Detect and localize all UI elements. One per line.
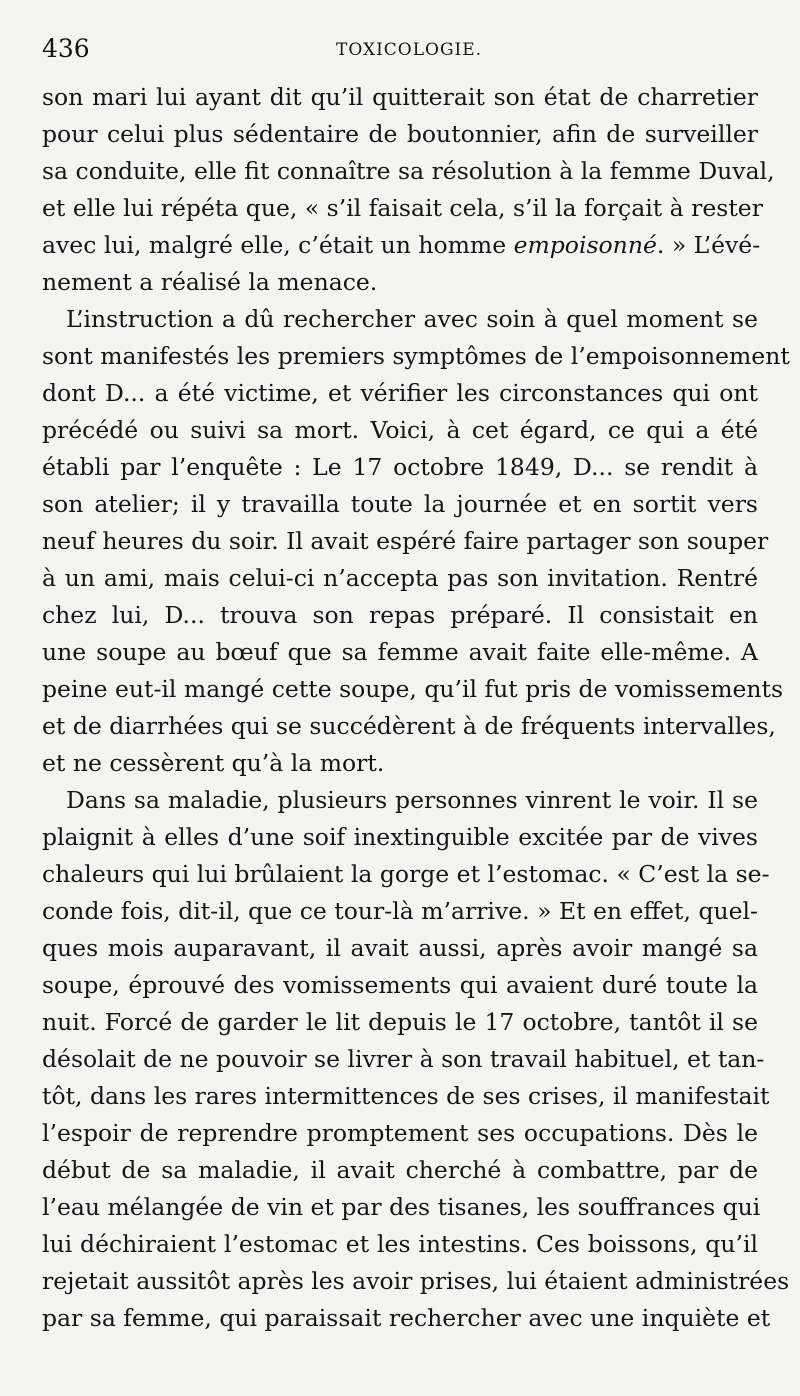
- text-line: et ne cessèrent qu’à la mort.: [42, 749, 385, 777]
- text-line: chaleurs qui lui brûlaient la gorge et l’estomac. « C’est la se-: [42, 860, 770, 888]
- text-line: pour celui plus sédentaire de boutonnier, afin de surveiller: [42, 120, 758, 148]
- text-line: L’instruction a dû rechercher avec soin à quel moment se: [66, 305, 758, 333]
- text-line: à un ami, mais celui-ci n’accepta pas son invitation. Rentré: [42, 564, 758, 592]
- text-line: l’espoir de reprendre promptement ses occupations. Dès le: [42, 1119, 758, 1147]
- text-line: son mari lui ayant dit qu’il quitterait son état de charretier: [42, 83, 758, 111]
- page-header: [36, 34, 764, 68]
- text-line: une soupe au bœuf que sa femme avait faite elle-même. A: [42, 638, 758, 666]
- paragraph: [42, 301, 790, 782]
- text-line: son atelier; il y travailla toute la journée et en sortit vers: [42, 490, 758, 518]
- text-line: chez lui, D... trouva son repas préparé. Il consistait en: [42, 601, 758, 629]
- text-line: conde fois, dit-il, que ce tour-là m’arrive. » Et en effet, quel-: [42, 897, 758, 925]
- text-line: début de sa maladie, il avait cherché à combattre, par de: [42, 1156, 758, 1184]
- text-line: l’eau mélangée de vin et par des tisanes, les souffrances qui: [42, 1193, 761, 1221]
- text-line: désolait de ne pouvoir se livrer à son travail habituel, et tan-: [42, 1045, 765, 1073]
- italic-word: empoisonné: [513, 231, 657, 259]
- text-line: précédé ou suivi sa mort. Voici, à cet égard, ce qui a été: [42, 416, 758, 444]
- text-line: Dans sa maladie, plusieurs personnes vinrent le voir. Il se: [66, 786, 758, 814]
- paragraph: [42, 79, 775, 301]
- text-line: ques mois auparavant, il avait aussi, après avoir mangé sa: [42, 934, 758, 962]
- text-line: plaignit à elles d’une soif inextinguible excitée par de vives: [42, 823, 758, 851]
- text-line: dont D... a été victime, et vérifier les circonstances qui ont: [42, 379, 758, 407]
- text-line: et de diarrhées qui se succédèrent à de fréquents intervalles,: [42, 712, 776, 740]
- text-line: peine eut-il mangé cette soupe, qu’il fut pris de vomissements: [42, 675, 784, 703]
- paragraph: [42, 782, 790, 1337]
- page-number: 436: [42, 34, 90, 63]
- text-line: nuit. Forcé de garder le lit depuis le 17 octobre, tantôt il se: [42, 1008, 758, 1036]
- text-line: et elle lui répéta que, « s’il faisait cela, s’il la forçait à rester: [42, 194, 763, 222]
- text-line: par sa femme, qui paraissait rechercher avec une inquiète et: [42, 1304, 771, 1332]
- running-title: TOXICOLOGIE.: [336, 40, 483, 60]
- text-line: rejetait aussitôt après les avoir prises, lui étaient administrées: [42, 1267, 790, 1295]
- text-line: lui déchiraient l’estomac et les intestins. Ces boissons, qu’il: [42, 1230, 758, 1258]
- text-line: sa conduite, elle fit connaître sa résolution à la femme Duval,: [42, 157, 775, 185]
- text-line: tôt, dans les rares intermittences de ses crises, il manifestait: [42, 1082, 770, 1110]
- text-line: neuf heures du soir. Il avait espéré faire partager son souper: [42, 527, 769, 555]
- text-line: nement a réalisé la menace.: [42, 268, 378, 296]
- text-line: sont manifestés les premiers symptômes de l’empoisonnement: [42, 342, 790, 370]
- text-line: soupe, éprouvé des vomissements qui avaient duré toute la: [42, 971, 758, 999]
- text-line: avec lui, malgré elle, c’était un homme empoisonné. » L’évé-: [42, 231, 761, 259]
- text-line: établi par l’enquête : Le 17 octobre 1849, D... se rendit à: [42, 453, 758, 481]
- body-text: [42, 79, 790, 1337]
